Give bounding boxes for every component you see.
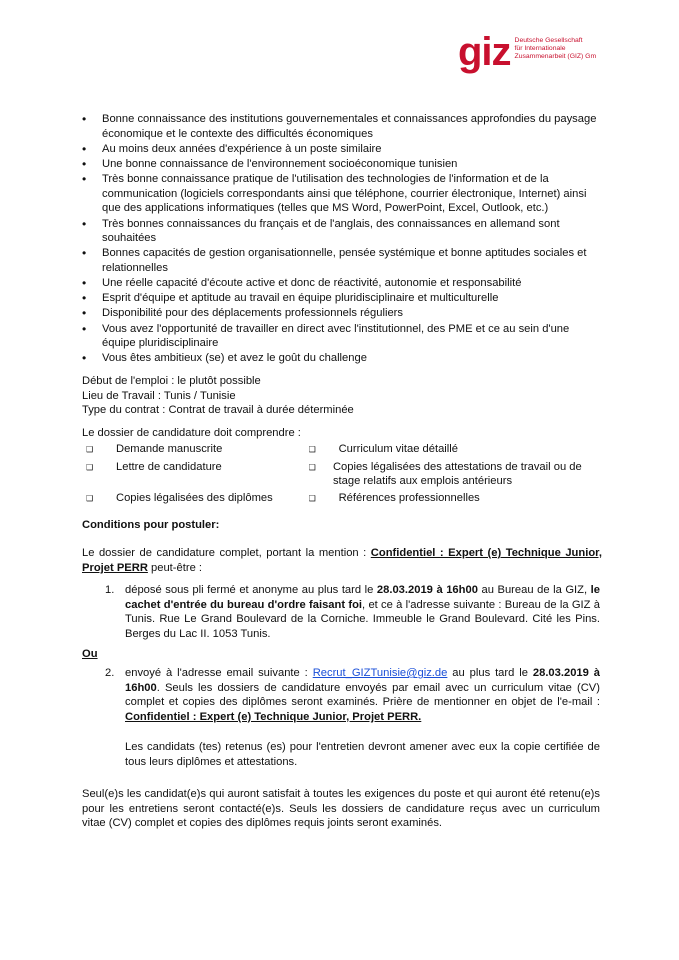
logo-line-3: Zusammenarbeit (GIZ) Gm (514, 53, 597, 61)
requirement-item: • Très bonne connaissance pratique de l'utilisation des technologies de l'information et de la communication (logiciels correspondants ainsi que téléphone, courrier électronique, Internet) ainsi que des applications informatiques (telles que MS Word, PowerPoint, Excel, Outlook, etc.) (82, 172, 602, 216)
checklist-label: Références professionnelles (338, 491, 480, 504)
checkbox-icon: ❑ (86, 445, 94, 454)
dossier-intro: Le dossier de candidature doit comprendre : (82, 427, 301, 439)
item-2-part: au plus tard le (447, 667, 533, 679)
checkbox-icon: ❑ (86, 493, 94, 503)
item-2-number: 2. (105, 667, 115, 679)
job-contract: Type du contrat : Contrat de travail à durée déterminée (82, 404, 354, 417)
checklist-label: Copies légalisées des attestations de travail ou de stage relatifs aux emplois antérieurs (332, 460, 582, 488)
requirements-list (82, 112, 602, 367)
logo-line-1: Deutsche Gesellschaft (514, 37, 583, 44)
job-location: Lieu de Travail : Tunis / Tunisie (82, 389, 236, 402)
checklist-label: Demande manuscrite (116, 443, 223, 455)
conditions-intro-end: peut-être : (147, 561, 203, 574)
deadline-date: 28.03.2019 à 16h00 (376, 584, 478, 596)
checkbox-icon: ❑ (308, 462, 316, 472)
requirement-item: • Vous êtes ambitieux (se) et avez le goût du challenge (82, 351, 602, 366)
checklist-item (82, 442, 305, 458)
conditions-heading: Conditions pour postuler: (82, 519, 220, 531)
requirement-item: • Vous avez l'opportunité de travailler en direct avec l'institutionnel, des PME et ce au sein d'une équipe pluridisciplinaire (82, 322, 602, 351)
checkbox-icon: ❑ (308, 493, 316, 503)
requirement-item: • Esprit d'équipe et aptitude au travail en équipe pluridisciplinaire et multiculturelle (82, 291, 602, 306)
email-link[interactable]: Recrut_GIZTunisie@giz.de (312, 667, 448, 679)
checklist-item (305, 491, 612, 507)
requirement-item: • Une réelle capacité d'écoute active et donc de réactivité, autonomie et responsabilité (82, 276, 602, 291)
checklist-item (305, 442, 612, 458)
item-1-number: 1. (105, 584, 115, 596)
conditions-intro (82, 546, 602, 575)
giz-logo-text (515, 37, 597, 62)
closing-paragraph: Seul(e)s les candidat(e)s qui auront satisfait à toutes les exigences du poste et qui auront été retenu(e)s pour les entretiens seront contacté(e)s. Seuls les dossiers de candidature reçus avec un curriculum vitae (CV) complet et copies des diplômes requis joints seront examinés. (82, 788, 600, 830)
requirement-item: • Bonnes capacités de gestion organisationnelle, pensée systémique et bonne aptitudes sociales et relationnelles (82, 246, 602, 275)
checklist-row (82, 491, 612, 507)
stamp-note: le cachet d'entrée du bureau d'ordre faisant foi (125, 584, 600, 611)
conditions-intro-text: Le dossier de candidature complet, portant la mention : (82, 547, 371, 559)
checklist-item (82, 491, 305, 507)
requirement-item: • Bonne connaissance des institutions gouvernementales et connaissances approfondies du paysage économique et le contexte des difficultés économiques (82, 112, 602, 141)
interview-note: Les candidats (tes) retenus (es) pour l'entretien devront amener avec eux la copie certifiée de tous leurs diplômes et attestations. (125, 741, 600, 768)
job-info (82, 374, 602, 418)
checklist-label: Copies légalisées des diplômes (116, 491, 273, 504)
checkbox-icon: ❑ (86, 462, 94, 472)
checklist-row (82, 442, 612, 458)
requirement-item: • Très bonnes connaissances du français et de l'anglais, des connaissances en allemand sont souhaitées (82, 217, 602, 246)
checklist-item (305, 460, 612, 489)
ou-label: Ou (82, 648, 98, 660)
requirement-item: • Une bonne connaissance de l'environnement socioéconomique tunisien (82, 157, 602, 172)
requirement-item: • Au moins deux années d'expérience à un poste similaire (82, 142, 602, 157)
requirement-item: • Disponibilité pour des déplacements professionnels réguliers (82, 306, 602, 321)
giz-logo (458, 30, 597, 74)
checklist-label: Curriculum vitae détaillé (338, 443, 458, 455)
checklist-label: Lettre de candidature (116, 460, 222, 473)
giz-logo-mark: giz (458, 30, 511, 74)
checklist-item (82, 460, 305, 489)
item-2-part: . Seuls les dossiers de candidature envoyés par email avec un curriculum vitae (CV) complet et copies des diplômes seront examinés. Prière de mentionner en objet de l'e-mail : (125, 681, 600, 709)
mention-text: Confidentiel : Expert (e) Technique Junior, Projet PERR (82, 547, 602, 574)
checkbox-icon: ❑ (308, 445, 316, 454)
item-1-text (125, 583, 600, 641)
checklist-row (82, 460, 612, 489)
email-subject: Confidentiel : Expert (e) Technique Junior, Projet PERR. (125, 710, 422, 723)
job-start: Début de l'emploi : le plutôt possible (82, 375, 261, 387)
item-2-part: envoyé à l'adresse email suivante : (125, 667, 313, 679)
item-1-part: au Bureau de la GIZ, (477, 584, 591, 596)
item-1-part: , et ce à l'adresse suivante : Bureau de la GIZ à Tunis. Rue Le Grand Boulevard de la Corniche. Immeuble le Grand Boulevard. Cité les Pins. Berges du Lac II. 1053 Tunis. (125, 598, 600, 640)
item-1-part: déposé sous pli fermé et anonyme au plus tard le (125, 584, 377, 596)
item-2-text (125, 666, 600, 724)
dossier-checklist (82, 442, 612, 508)
logo-line-2: für Internationale (514, 45, 566, 53)
deadline-date: 28.03.2019 à 16h00 (125, 667, 600, 694)
